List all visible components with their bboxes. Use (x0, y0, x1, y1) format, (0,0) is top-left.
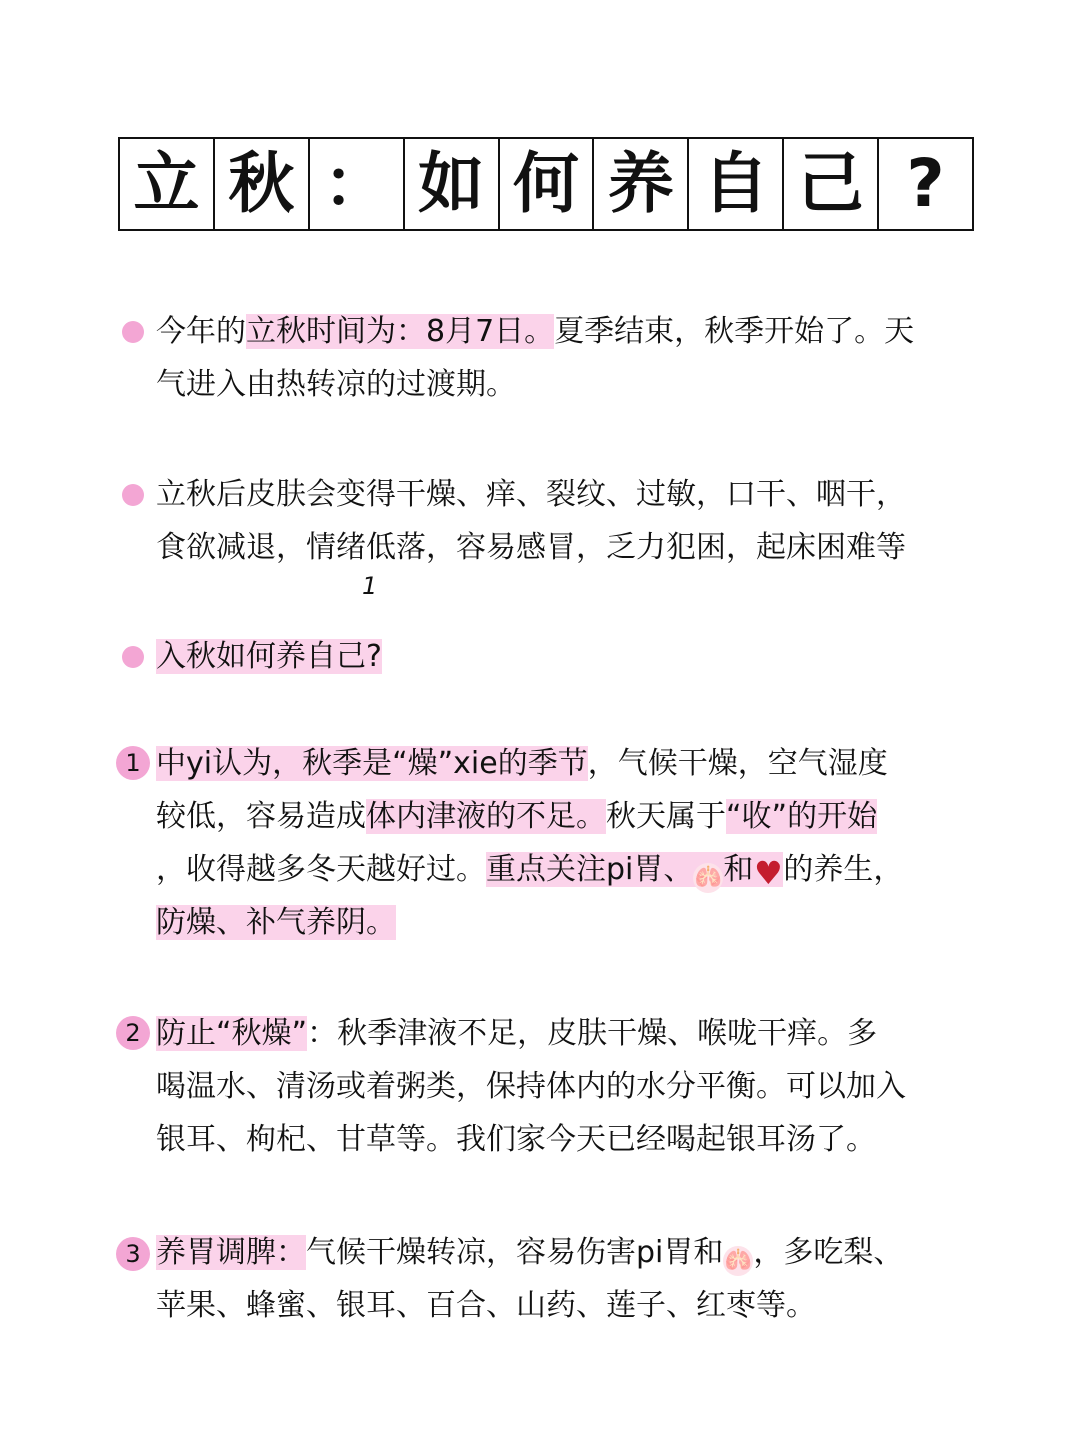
item-3-text (156, 1226, 903, 1332)
text: 夏季结束，秋季开始了。天 (554, 314, 915, 349)
highlight-text: 立秋时间为：8月7日。 (246, 314, 555, 349)
text: 气进入由热转凉的过渡期。 (156, 367, 516, 402)
text: 立秋后皮肤会变得干燥、痒、裂纹、过敏，口干、咽干， (156, 477, 906, 512)
item-2-text (156, 1007, 906, 1166)
highlight-text: “收”的开始 (726, 799, 878, 834)
number-badge: 2 (116, 1016, 150, 1050)
text: 气候干燥转凉，容易伤害pi胃和 (306, 1235, 724, 1270)
text: 喝温水、清汤或着粥类，保持体内的水分平衡。可以加入 (156, 1069, 906, 1104)
bullet-1-text (156, 305, 914, 411)
title-char: 己 (784, 139, 879, 229)
title-char: 何 (500, 139, 595, 229)
lungs-icon: 🫁 (693, 863, 723, 893)
heart-icon: ♥ (754, 854, 783, 892)
text: ，多吃梨、 (753, 1235, 904, 1270)
title-char: 如 (405, 139, 500, 229)
text: 苹果、蜂蜜、银耳、百合、山药、莲子、红枣等。 (156, 1288, 816, 1323)
text: ，收得越多冬天越好过。 (156, 852, 486, 887)
highlight-text: 防止“秋燥” (156, 1016, 308, 1051)
title-grid (118, 137, 974, 231)
text: 今年的 (156, 314, 246, 349)
title-char: ? (906, 145, 945, 222)
text: 食欲减退，情绪低落，容易感冒，乏力犯困，起床困难等 (156, 530, 906, 565)
title-char: 立 (120, 139, 215, 229)
text: 较低，容易造成 (156, 799, 366, 834)
text: 重点关注pi胃、 (486, 852, 694, 887)
text: 秋天属于 (606, 799, 726, 834)
text: ：秋季津液不足，皮肤干燥、喉咙干痒。多 (307, 1016, 878, 1051)
item-1-text (156, 737, 903, 949)
title-char: ： (310, 139, 405, 229)
bullet-2-text (156, 468, 906, 574)
text: ，气候干燥，空气湿度 (587, 746, 888, 781)
bullet-3-text (156, 630, 382, 683)
title-char: 秋 (215, 139, 310, 229)
highlight-text: 中yi认为，秋季是“燥”xie的季节 (156, 746, 588, 781)
number-badge: 1 (116, 746, 150, 780)
bullet-dot (122, 484, 144, 506)
text: 银耳、枸杞、甘草等。我们家今天已经喝起银耳汤了。 (156, 1122, 876, 1157)
highlight-text: 防燥、补气养阴。 (156, 905, 396, 940)
section-heading: 入秋如何养自己? (156, 639, 382, 674)
title-char: 自 (689, 139, 784, 229)
highlight-text: 养胃调脾： (156, 1235, 306, 1270)
bullet-dot (122, 646, 144, 668)
bullet-dot (122, 321, 144, 343)
lungs-icon: 🫁 (723, 1246, 753, 1276)
title-char: 养 (594, 139, 689, 229)
text: 的养生， (783, 852, 904, 887)
text: 和 (723, 852, 754, 887)
highlight-text: 体内津液的不足。 (366, 799, 606, 834)
highlight-text (486, 852, 783, 892)
stray-mark: 1 (362, 572, 378, 600)
number-badge: 3 (116, 1237, 150, 1271)
